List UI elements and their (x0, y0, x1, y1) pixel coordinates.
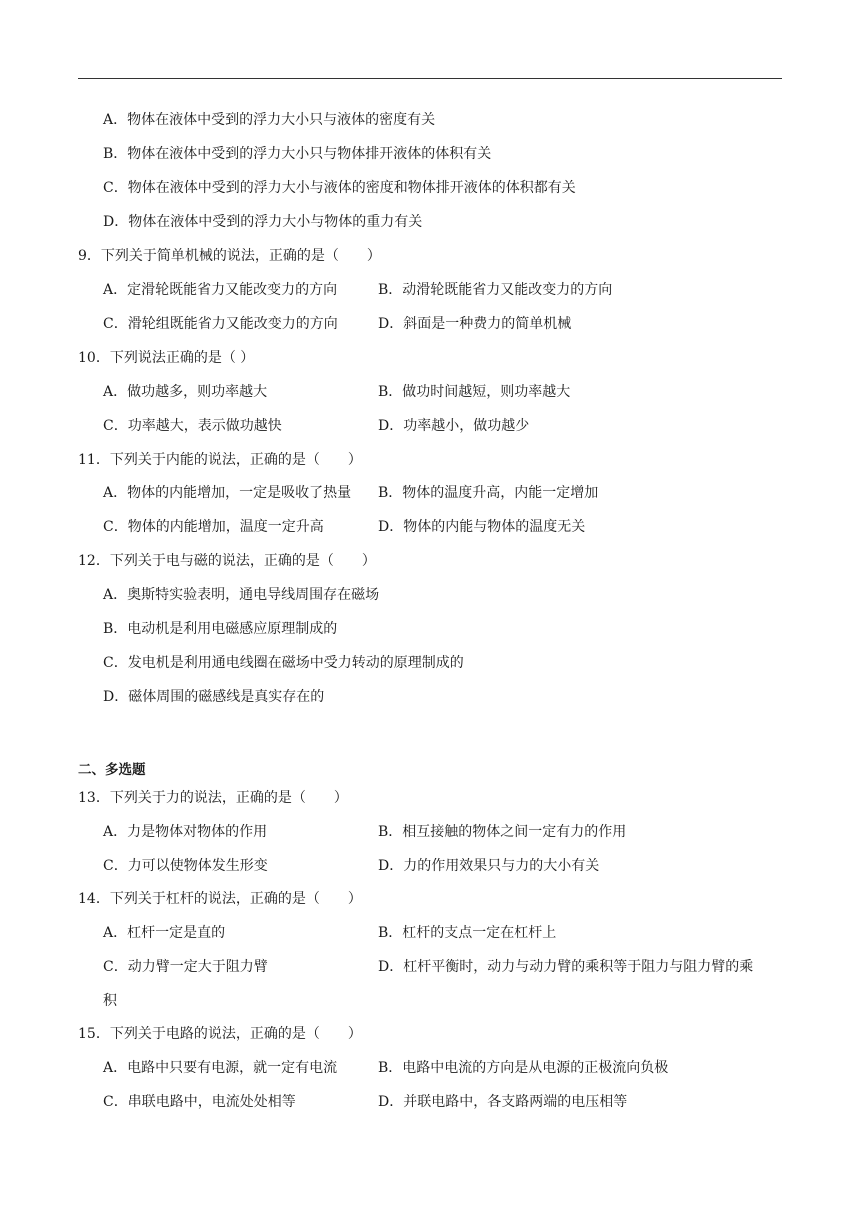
q8-option-d: D．物体在液体中受到的浮力大小与物体的重力有关 (103, 214, 423, 230)
q15-option-b: B．电路中电流的方向是从电源的正极流向负极 (378, 1060, 669, 1076)
q11-option-d: D．物体的内能与物体的温度无关 (378, 519, 586, 535)
q12-option-a: A．奥斯特实验表明，通电导线周围存在磁场 (103, 587, 380, 603)
q14-option-d-continued: 积 (103, 993, 117, 1009)
q9-option-a: A．定滑轮既能省力又能改变力的方向 (103, 282, 338, 298)
q12-option-b: B．电动机是利用电磁感应原理制成的 (103, 621, 338, 637)
q9-stem: 9．下列关于简单机械的说法，正确的是（ ） (78, 248, 381, 264)
q11-option-a: A．物体的内能增加，一定是吸收了热量 (103, 485, 352, 501)
q13-option-d: D．力的作用效果只与力的大小有关 (378, 858, 600, 874)
q11-option-c: C．物体的内能增加，温度一定升高 (103, 519, 324, 535)
q14-option-c: C．动力臂一定大于阻力臂 (103, 959, 268, 975)
q15-stem: 15．下列关于电路的说法，正确的是（ ） (78, 1026, 362, 1042)
q13-option-c: C．力可以使物体发生形变 (103, 858, 268, 874)
q10-option-d: D．功率越小，做功越少 (378, 418, 530, 434)
q15-option-d: D．并联电路中，各支路两端的电压相等 (378, 1094, 628, 1110)
q8-option-a: A．物体在液体中受到的浮力大小只与液体的密度有关 (103, 112, 436, 128)
q11-stem: 11．下列关于内能的说法，正确的是（ ） (78, 452, 362, 468)
q11-option-b: B．物体的温度升高，内能一定增加 (378, 485, 599, 501)
q9-option-c: C．滑轮组既能省力又能改变力的方向 (103, 316, 338, 332)
q9-option-b: B．动滑轮既能省力又能改变力的方向 (378, 282, 613, 298)
q14-option-d: D．杠杆平衡时，动力与动力臂的乘积等于阻力与阻力臂的乘 (378, 959, 754, 975)
q12-option-c: C．发电机是利用通电线圈在磁场中受力转动的原理制成的 (103, 655, 464, 671)
q15-option-c: C．串联电路中，电流处处相等 (103, 1094, 296, 1110)
header-rule (78, 78, 782, 79)
q15-option-a: A．电路中只要有电源，就一定有电流 (103, 1060, 338, 1076)
q10-option-b: B．做功时间越短，则功率越大 (378, 384, 571, 400)
q8-option-b: B．物体在液体中受到的浮力大小只与物体排开液体的体积有关 (103, 146, 492, 162)
q10-option-c: C．功率越大，表示做功越快 (103, 418, 282, 434)
q14-option-a: A．杠杆一定是直的 (103, 925, 226, 941)
q10-stem: 10．下列说法正确的是（ ） (78, 350, 255, 366)
q13-option-a: A．力是物体对物体的作用 (103, 824, 268, 840)
q8-option-c: C．物体在液体中受到的浮力大小与液体的密度和物体排开液体的体积都有关 (103, 180, 576, 196)
q9-option-d: D．斜面是一种费力的简单机械 (378, 316, 572, 332)
q10-option-a: A．做功越多，则功率越大 (103, 384, 268, 400)
q13-option-b: B．相互接触的物体之间一定有力的作用 (378, 824, 627, 840)
q12-option-d: D．磁体周围的磁感线是真实存在的 (103, 689, 325, 705)
q12-stem: 12．下列关于电与磁的说法，正确的是（ ） (78, 553, 376, 569)
q14-option-b: B．杠杆的支点一定在杠杆上 (378, 925, 557, 941)
q14-stem: 14．下列关于杠杆的说法，正确的是（ ） (78, 891, 362, 907)
section-title-multiple-choice: 二、多选题 (78, 762, 146, 778)
q13-stem: 13．下列关于力的说法，正确的是（ ） (78, 790, 348, 806)
